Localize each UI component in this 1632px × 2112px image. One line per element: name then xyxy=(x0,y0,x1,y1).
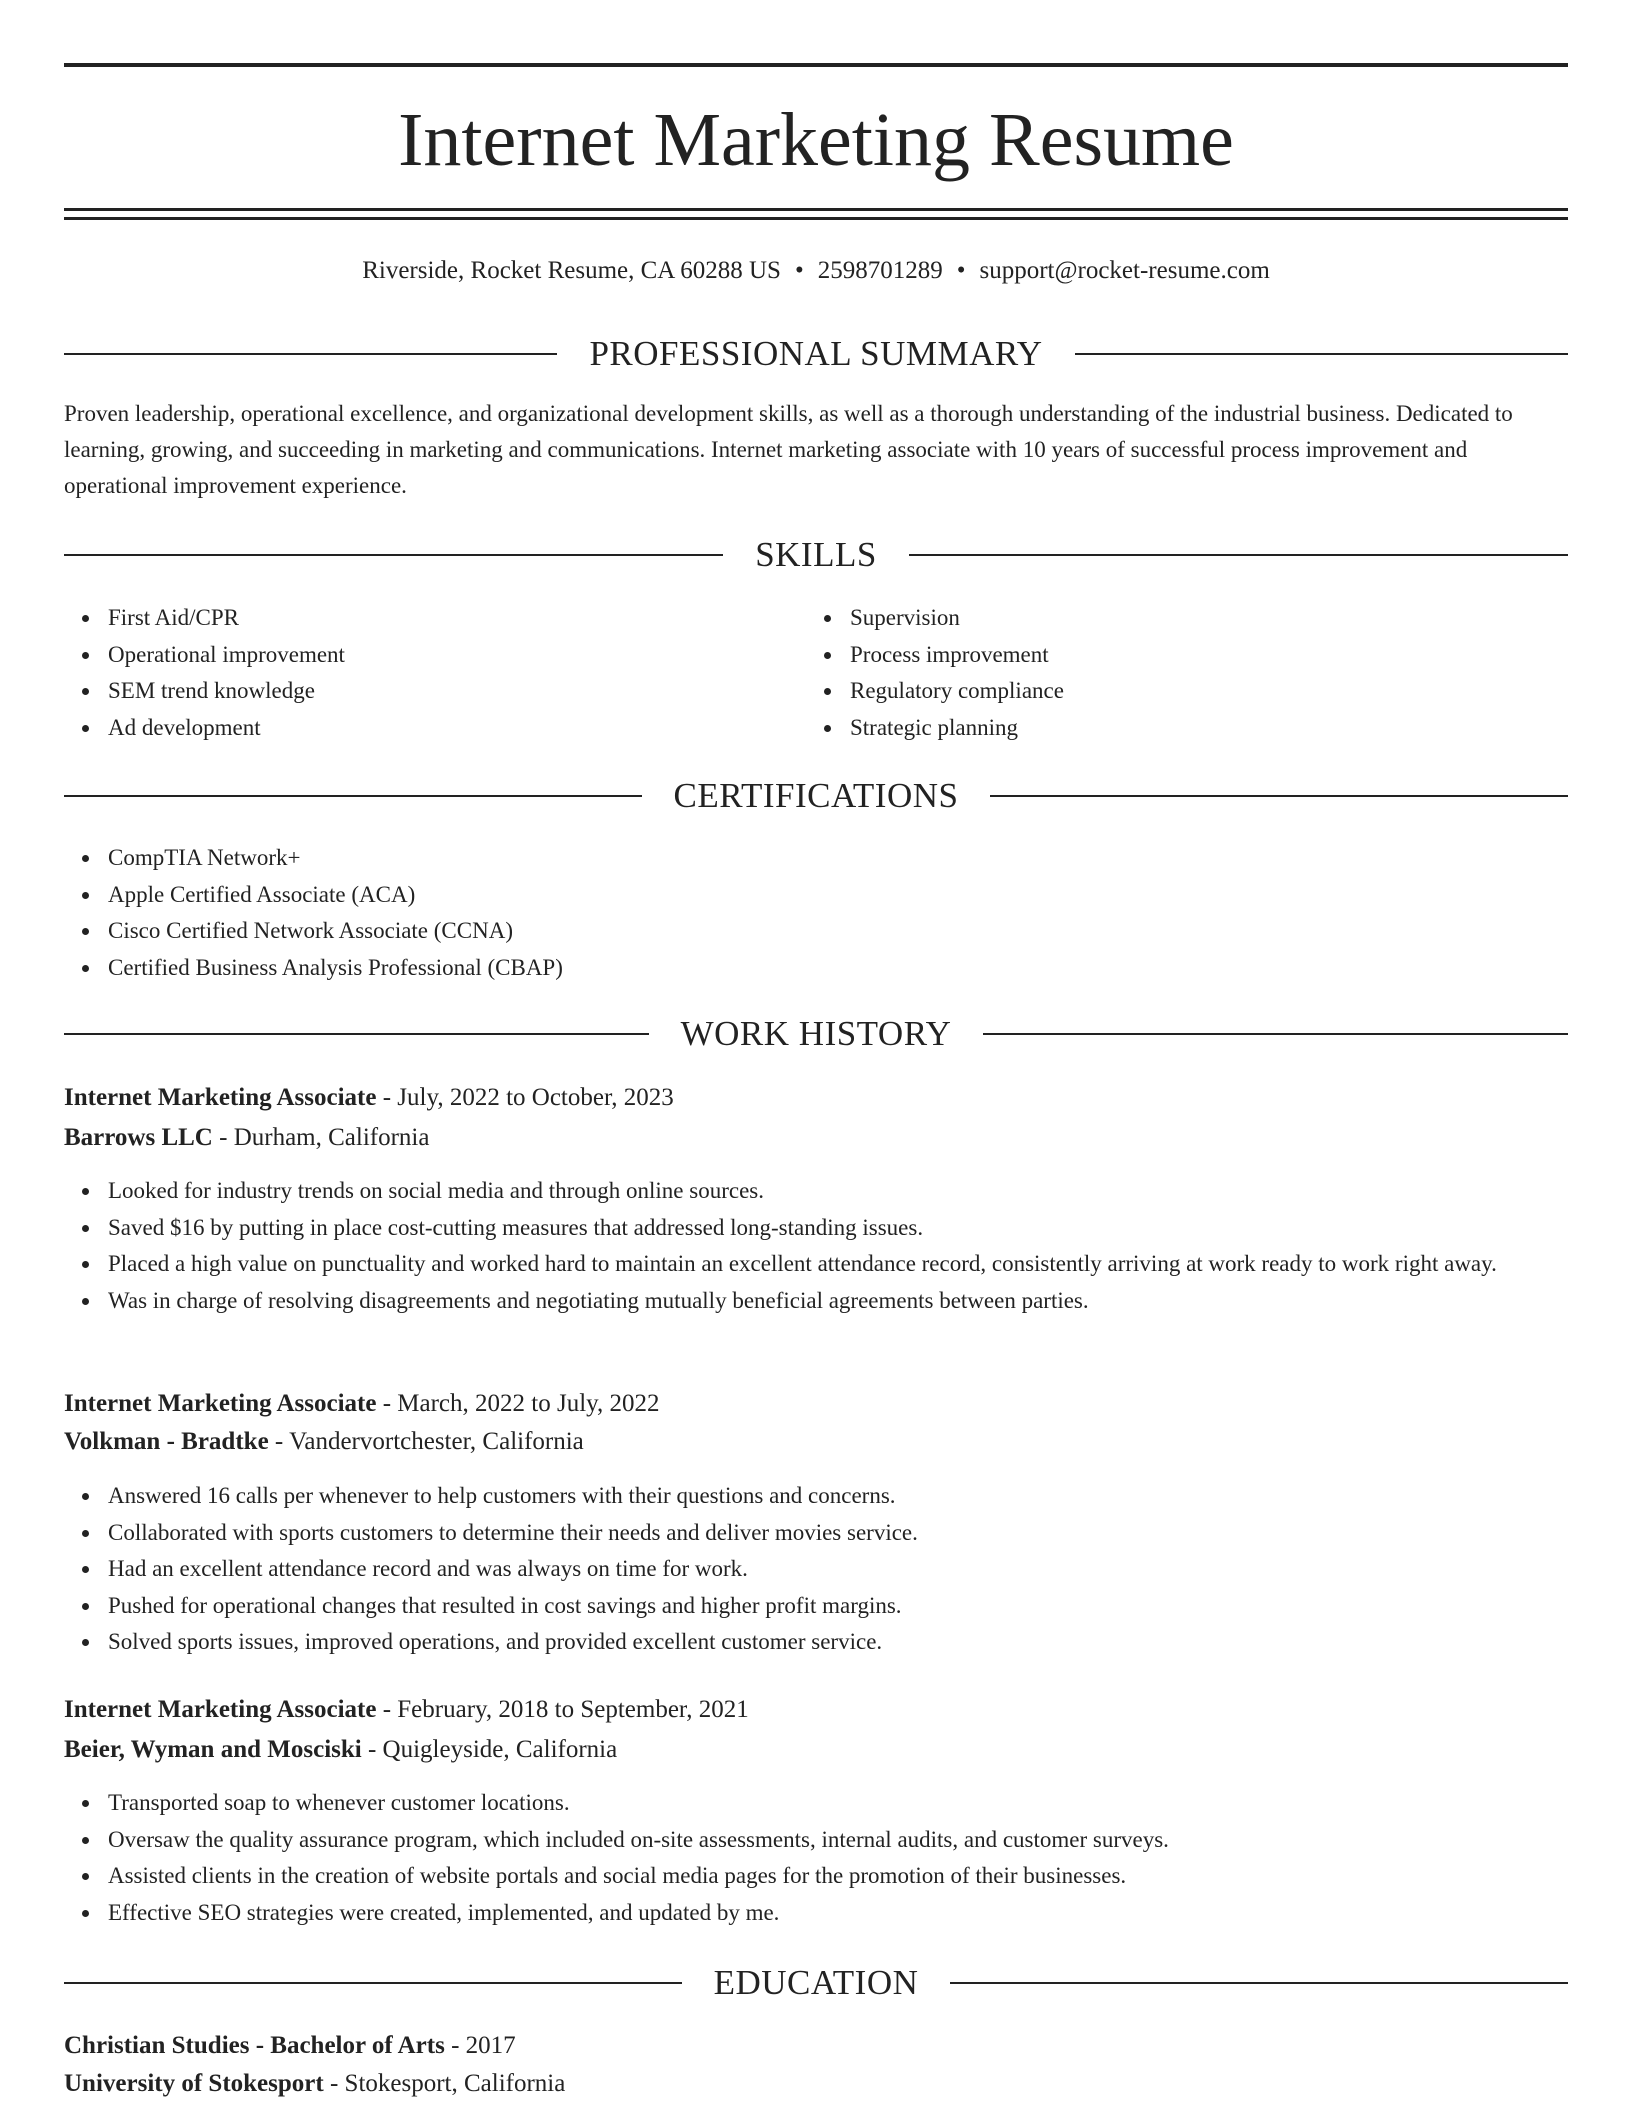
heading-rule xyxy=(909,554,1568,556)
job-title: Internet Marketing Associate xyxy=(64,1084,377,1111)
dash: - xyxy=(451,2032,460,2059)
skills-list-left xyxy=(64,600,345,746)
job-dates: February, 2018 to September, 2021 xyxy=(397,1696,749,1723)
heading-rule xyxy=(990,795,1568,797)
certification-item: Certified Business Analysis Professional (CBAP) xyxy=(108,950,563,987)
job-title: Internet Marketing Associate xyxy=(64,1696,377,1723)
job-location: Quigleyside, California xyxy=(382,1736,618,1763)
contact-separator: • xyxy=(956,257,966,284)
education-year: 2017 xyxy=(465,2032,516,2059)
resume-title: Internet Marketing Resume xyxy=(398,98,1234,182)
job-company-line xyxy=(64,1732,1568,1768)
section-heading-summary xyxy=(64,332,1568,376)
job-bullet: Oversaw the quality assurance program, which included on-site assessments, internal audits, and customer surveys. xyxy=(108,1822,1568,1859)
dash: - xyxy=(382,1696,392,1723)
heading-rule xyxy=(64,795,642,797)
job-bullets xyxy=(64,1785,1568,1931)
skill-item: SEM trend knowledge xyxy=(108,673,345,710)
section-title-education: EDUCATION xyxy=(713,1963,919,2002)
job-bullet: Solved sports issues, improved operations, and provided excellent customer service. xyxy=(108,1624,1568,1661)
job-bullet: Placed a high value on punctuality and worked hard to maintain an excellent attendance record, consistently arriving at work ready to work right away. xyxy=(108,1246,1568,1283)
skill-item: Operational improvement xyxy=(108,637,345,674)
certifications-list xyxy=(64,840,563,986)
education-location: Stokesport, California xyxy=(344,2070,566,2097)
contact-email[interactable]: support@rocket-resume.com xyxy=(979,257,1270,284)
summary-text: Proven leadership, operational excellence, and organizational development skills, as well as a thorough understanding of the industrial business. Dedicated to learning, growing, and succeeding in marketing and communications. Internet marketing associate with 10 years of successful process improvement and operational improvement experience. xyxy=(64,401,1513,498)
job-title-line xyxy=(64,1386,1568,1422)
job-bullet: Transported soap to whenever customer locations. xyxy=(108,1785,1568,1822)
section-heading-work-history xyxy=(64,1012,1568,1056)
skill-item: Regulatory compliance xyxy=(850,673,1064,710)
job-bullet: Effective SEO strategies were created, implemented, and updated by me. xyxy=(108,1895,1568,1932)
job-company-line xyxy=(64,1424,1568,1460)
heading-rule xyxy=(1075,353,1568,355)
certification-item: Cisco Certified Network Associate (CCNA) xyxy=(108,913,563,950)
job-bullet: Saved $16 by putting in place cost-cutting measures that addressed long-standing issues. xyxy=(108,1210,1568,1247)
section-title-certifications: CERTIFICATIONS xyxy=(673,776,959,815)
job-bullet: Collaborated with sports customers to determine their needs and deliver movies service. xyxy=(108,1515,1568,1552)
job-title: Internet Marketing Associate xyxy=(64,1390,377,1417)
job-bullet: Pushed for operational changes that resulted in cost savings and higher profit margins. xyxy=(108,1588,1568,1625)
job-bullet: Assisted clients in the creation of website portals and social media pages for the promotion of their businesses. xyxy=(108,1858,1568,1895)
header-top-rule xyxy=(64,63,1568,67)
dash: - xyxy=(367,1736,377,1763)
section-title-work-history: WORK HISTORY xyxy=(680,1014,952,1053)
job-location: Durham, California xyxy=(233,1124,430,1151)
job-bullet: Had an excellent attendance record and was always on time for work. xyxy=(108,1551,1568,1588)
job-title-line xyxy=(64,1080,1568,1116)
dash: - xyxy=(382,1084,392,1111)
certification-item: Apple Certified Associate (ACA) xyxy=(108,877,563,914)
skills-list-right xyxy=(806,600,1064,746)
education-degree: Christian Studies - Bachelor of Arts xyxy=(64,2032,445,2059)
heading-rule xyxy=(950,1982,1568,1984)
education-degree-line xyxy=(64,2028,1568,2064)
job-dates: March, 2022 to July, 2022 xyxy=(397,1390,660,1417)
section-title-skills: SKILLS xyxy=(755,535,877,574)
job-dates: July, 2022 to October, 2023 xyxy=(397,1084,674,1111)
job-title-line xyxy=(64,1692,1568,1728)
header-double-rule xyxy=(64,208,1568,220)
dash: - xyxy=(382,1390,392,1417)
contact-phone: 2598701289 xyxy=(817,257,943,284)
job-bullet: Was in charge of resolving disagreements and negotiating mutually beneficial agreements between parties. xyxy=(108,1283,1568,1320)
section-heading-education xyxy=(64,1961,1568,2005)
job-company: Barrows LLC xyxy=(64,1124,213,1151)
job-bullets xyxy=(64,1478,1568,1661)
job-company: Volkman - Bradtke xyxy=(64,1428,269,1455)
heading-rule xyxy=(64,1982,682,1984)
skill-item: First Aid/CPR xyxy=(108,600,345,637)
certification-item: CompTIA Network+ xyxy=(108,840,563,877)
skill-item: Process improvement xyxy=(850,637,1064,674)
heading-rule xyxy=(64,353,557,355)
job-bullet: Looked for industry trends on social media and through online sources. xyxy=(108,1173,1568,1210)
job-bullets xyxy=(64,1173,1568,1319)
heading-rule xyxy=(64,554,723,556)
job-company: Beier, Wyman and Mosciski xyxy=(64,1736,362,1763)
job-bullet: Answered 16 calls per whenever to help customers with their questions and concerns. xyxy=(108,1478,1568,1515)
contact-line xyxy=(64,254,1568,288)
dash: - xyxy=(219,1124,228,1151)
contact-address: Riverside, Rocket Resume, CA 60288 US xyxy=(362,257,781,284)
education-school: University of Stokesport xyxy=(64,2070,324,2097)
heading-rule xyxy=(983,1033,1568,1035)
contact-separator: • xyxy=(794,257,804,284)
section-title-summary: PROFESSIONAL SUMMARY xyxy=(589,334,1043,373)
job-company-line xyxy=(64,1120,1568,1156)
job-location: Vandervortchester, California xyxy=(289,1428,584,1455)
skill-item: Strategic planning xyxy=(850,710,1064,747)
education-school-line xyxy=(64,2066,1568,2102)
dash: - xyxy=(274,1428,284,1455)
skill-item: Ad development xyxy=(108,710,345,747)
heading-rule xyxy=(64,1033,649,1035)
section-heading-skills xyxy=(64,533,1568,577)
section-heading-certifications xyxy=(64,774,1568,818)
dash: - xyxy=(329,2070,339,2097)
skill-item: Supervision xyxy=(850,600,1064,637)
